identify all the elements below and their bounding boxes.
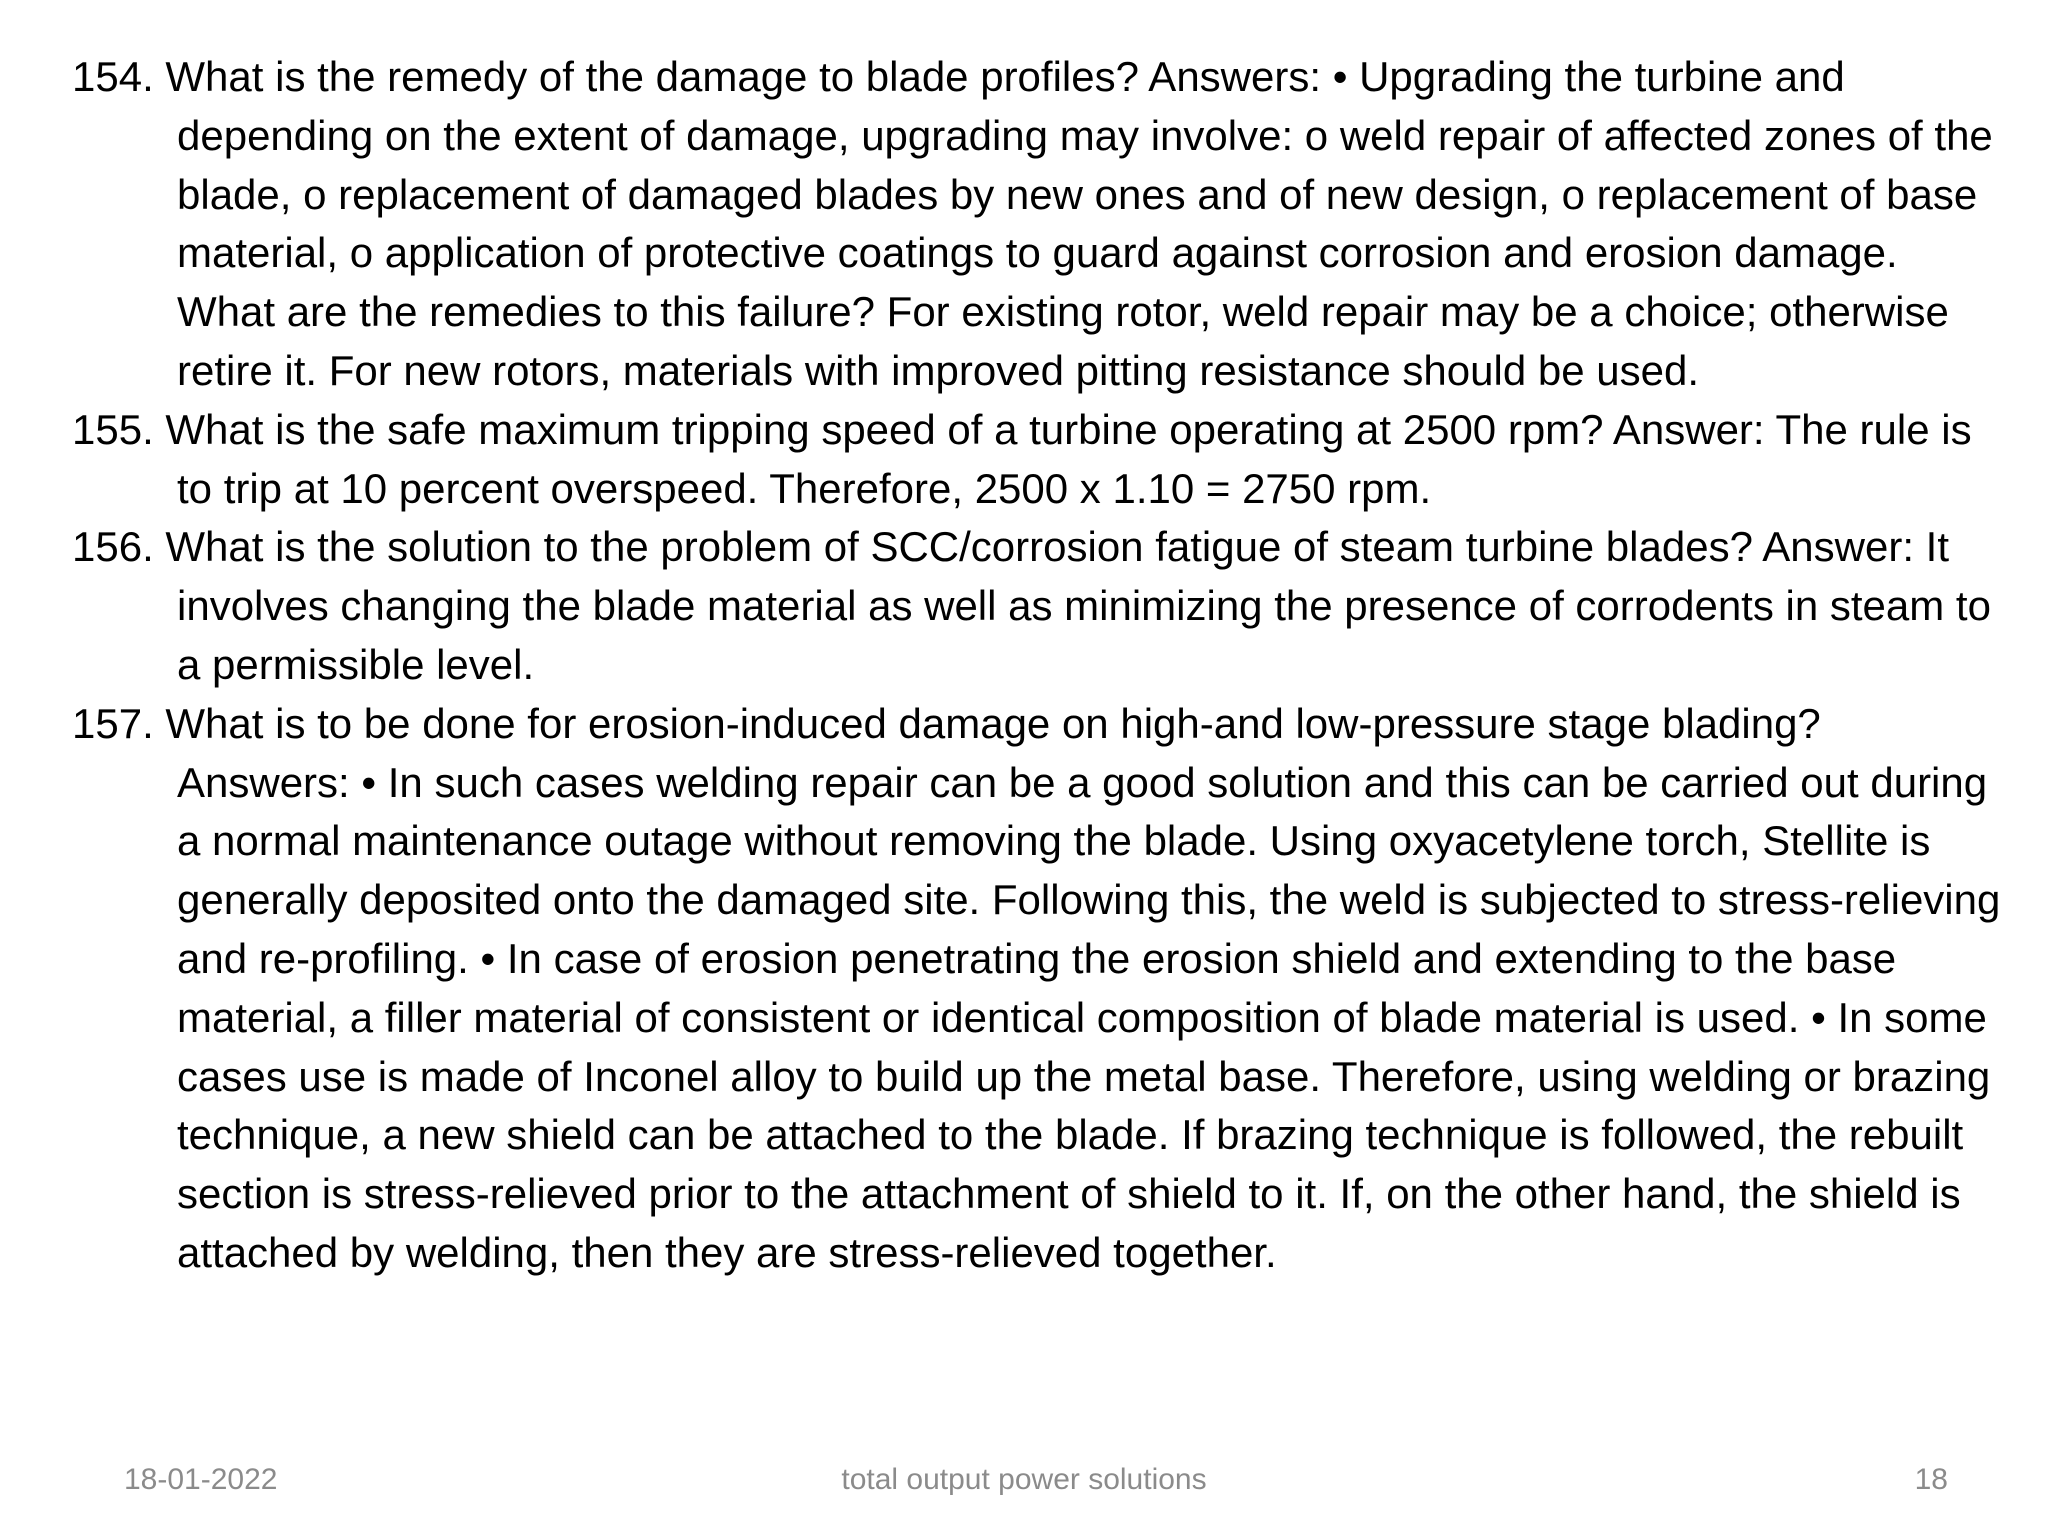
footer-title: total output power solutions <box>841 1463 1207 1496</box>
qa-item-155: 155. What is the safe maximum tripping speed of a turbine operating at 2500 rpm? Answer: The rule is to trip at 10 percent overspeed. Therefore, 2500 x 1.10 = 2750 rpm. <box>72 405 1972 512</box>
page-number: 18 <box>1914 1463 1948 1496</box>
qa-list <box>72 48 2002 1283</box>
qa-item-156: 156. What is the solution to the problem of SCC/corrosion fatigue of steam turbine blades? Answer: It involves changing the blade material as well as minimizing the presence of corrodents in steam to a permissible level. <box>72 523 1991 688</box>
qa-item-157: 157. What is to be done for erosion-induced damage on high-and low-pressure stage blading? Answers: • In such cases welding repair can be a good solution and this can be carried out during a normal maintenance outage without removing the blade. Using oxyacetylene torch, Stellite is generally deposited onto the damaged site. Following this, the weld is subjected to stress-relieving and re-profiling. • In case of erosion penetrating the erosion shield and extending to the base material, a filler material of consistent or identical composition of blade material is used. • In some cases use is made of Inconel alloy to build up the metal base. Therefore, using welding or brazing technique, a new shield can be attached to the blade. If brazing technique is followed, the rebuilt section is stress-relieved prior to the attachment of shield to it. If, on the other hand, the shield is attached by welding, then they are stress-relieved together. <box>72 699 2001 1276</box>
footer-date: 18-01-2022 <box>124 1463 278 1496</box>
qa-item-154: 154. What is the remedy of the damage to blade profiles? Answers: • Upgrading the turbine and depending on the extent of damage, upgrading may involve: o weld repair of affected zones of the blade, o replacement of damaged blades by new ones and of new design, o replacement of base material, o application of protective coatings to guard against corrosion and erosion damage. What are the remedies to this failure? For existing rotor, weld repair may be a choice; otherwise retire it. For new rotors, materials with improved pitting resistance should be used. <box>72 53 1993 394</box>
